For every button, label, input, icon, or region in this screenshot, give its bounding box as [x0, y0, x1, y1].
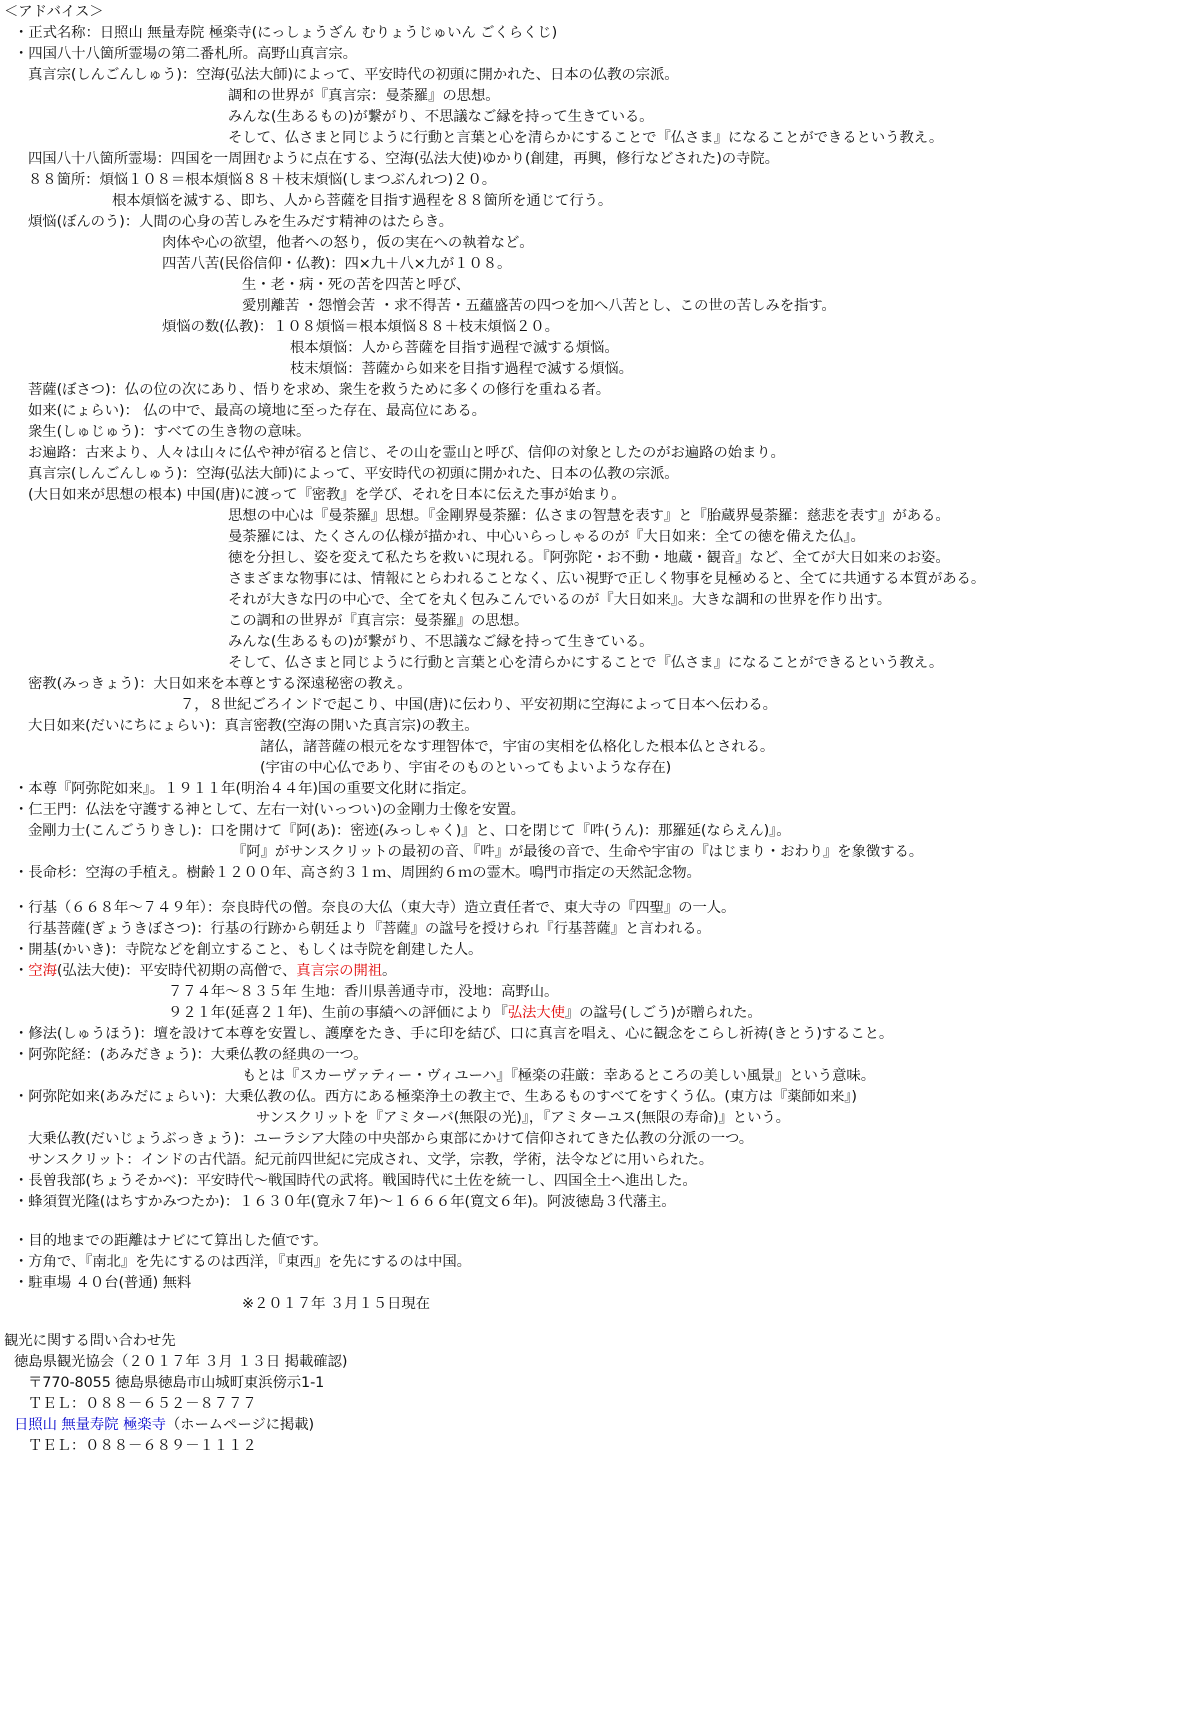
text-line [228, 631, 653, 653]
text-line [14, 43, 357, 65]
text-line [112, 190, 612, 212]
text-line [14, 22, 557, 44]
line-text: ７７４年～８３５年 生地：香川県善通寺市，没地：高野山。 [168, 984, 559, 1000]
line-text: 徳島県観光協会（２０１７年 ３月 １３日 掲載確認) [14, 1354, 348, 1370]
line-text: そして、仏さまと同じように行動と言葉と心を清らかにすることで『仏さま』になることができるという教え。 [228, 655, 944, 671]
line-text: 思想の中心は『曼荼羅』思想。『金剛界曼荼羅：仏さまの智慧を表す』と『胎蔵界曼荼羅：慈悲を表す』がある。 [228, 508, 950, 524]
line-text: ・四国八十八箇所霊場の第二番札所。高野山真言宗。 [14, 46, 357, 62]
text-line [180, 694, 777, 716]
text-line [28, 820, 790, 842]
text-line [28, 1372, 324, 1394]
line-text: お遍路：古来より、人々は山々に仏や神が宿ると信じ、その山を霊山と呼び、信仰の対象としたのがお遍路の始まり。 [28, 445, 785, 461]
text-line [162, 253, 511, 275]
line-text: ・修法(しゅうほう)：壇を設けて本尊を安置し、護摩をたき、手に印を結び、口に真言を唱え、心に観念をこらし祈祷(きとう)すること。 [14, 1026, 894, 1042]
text-line [242, 295, 836, 317]
advice-heading: ＜アドバイス＞ [4, 4, 104, 20]
line-text: 徳を分担し、姿を変えて私たちを救いに現れる。『阿弥陀・お不動・地蔵・観音』など、全てが大日如来のお姿。 [228, 550, 950, 566]
temple-name-text: 日照山 無量寿院 極楽寺 [14, 1417, 166, 1433]
text-line [228, 568, 985, 590]
text-line [28, 379, 610, 401]
text-line [228, 547, 950, 569]
line-text: 行基菩薩(ぎょうきぼさつ)：行基の行跡から朝廷より『菩薩』の諡号を授けられ『行基菩薩』と言われる。 [28, 921, 711, 937]
line-text: ＴＥＬ：０８８－６５２－８７７７ [28, 1396, 257, 1412]
line-text: 生・老・病・死の苦を四苦と呼び、 [242, 277, 471, 293]
text-line [14, 1272, 191, 1294]
text-line [14, 1251, 471, 1273]
line-text: 煩悩の数(仏教)：１０８煩悩＝根本煩悩８８＋枝末煩悩２０。 [162, 319, 559, 335]
line-text: みんな(生あるもの)が繋がり、不思議なご縁を持って生きている。 [228, 109, 654, 125]
text-line [28, 64, 679, 86]
line-text: 愛別離苦 ・怨憎会苦 ・求不得苦・五蘊盛苦の四つを加へ八苦とし、この世の苦しみを指す。 [242, 298, 836, 314]
line-text: ＴＥＬ：０８８－６８９－１１１２ [28, 1438, 257, 1454]
text-line [28, 1128, 753, 1150]
text-line [28, 400, 486, 422]
text-line [28, 715, 479, 737]
line-text: 菩薩(ぼさつ)：仏の位の次にあり、悟りを求め、衆生を救うために多くの修行を重ねる者。 [28, 382, 611, 398]
line-text: ・行基（６６８年～７４９年）：奈良時代の僧。奈良の大仏（東大寺）造立責任者で、東大寺の『四聖』の一人。 [14, 900, 736, 916]
line-text: ・長曽我部(ちょうそかべ)：平安時代～戦国時代の武将。戦国時代に土佐を統一し、四国全土へ進出した。 [14, 1173, 697, 1189]
text-line [14, 960, 396, 982]
text-line [260, 757, 671, 779]
line-text: この調和の世界が『真言宗：曼荼羅』の思想。 [228, 613, 529, 629]
text-line [28, 1393, 257, 1415]
line-text: それが大きな円の中心で、全てを丸く包みこんでいるのが『大日如来』。大きな調和の世界を作り出す。 [228, 592, 892, 608]
line-text: ・長命杉：空海の手植え。樹齢１２００年、高さ約３１ｍ、周囲約６ｍの霊木。鳴門市指定の天然記念物。 [14, 865, 701, 881]
line-text: 四苦八苦(民俗信仰・仏教)：四×九＋八×九が１０８。 [162, 256, 512, 272]
text-line [168, 1002, 762, 1024]
line-text: ・正式名称：日照山 無量寿院 極楽寺(にっしょうざん むりょうじゅいん ごくらくじ) [14, 25, 558, 41]
line-text: 枝末煩悩：菩薩から如来を目指す過程で滅する煩悩。 [290, 361, 633, 377]
text-line [14, 1230, 327, 1252]
line-text: サンスクリットを『アミターバ(無限の光)』，『アミターユス(無限の寿命)』という。 [256, 1110, 790, 1126]
text-line [260, 736, 774, 758]
line-text: もとは『スカーヴァティー・ヴィユーハ』『極楽の荘厳：幸あるところの美しい風景』という意味。 [242, 1068, 876, 1084]
line-text: ・目的地までの距離はナビにて算出した値です。 [14, 1233, 328, 1249]
text-line [28, 463, 679, 485]
line-text: 煩悩(ぼんのう)：人間の心身の苦しみを生みだす精神のはたらき。 [28, 214, 453, 230]
text-line [228, 526, 865, 548]
line-text: ９２１年(延喜２１年)、生前の事績への評価により『 [168, 1005, 508, 1021]
text-line [28, 148, 779, 170]
line-text: ８８箇所：煩悩１０８＝根本煩悩８８＋枝末煩悩(しまつぶんれつ)２０。 [28, 172, 497, 188]
text-line [28, 211, 453, 233]
text-line [28, 169, 496, 191]
text-line [14, 778, 475, 800]
text-line [28, 1149, 713, 1171]
text-line [14, 1414, 314, 1436]
line-text: 大日如来(だいにちにょらい)：真言密教(空海の開いた真言宗)の教主。 [28, 718, 479, 734]
line-text: （ホームページに掲載) [165, 1417, 314, 1433]
text-line [162, 316, 559, 338]
line-text: 根本煩悩を滅する、即ち、人から菩薩を目指す過程を８８箇所を通じて行う。 [112, 193, 613, 209]
line-text: 諸仏，諸菩薩の根元をなす理智体で，宇宙の実相を仏格化した根本仏とされる。 [260, 739, 775, 755]
highlight-text: 弘法大使 [507, 1005, 565, 1021]
line-text: 根本煩悩：人から菩薩を目指す過程で滅する煩悩。 [290, 340, 619, 356]
line-text: 密教(みっきょう)：大日如来を本尊とする深遠秘密の教え。 [28, 676, 412, 692]
line-text: 金剛力士(こんごうりきし)：口を開けて『阿(あ)：密迹(みっしゃく)』と、口を閉じて『吽(うん)：那羅延(ならえん)』。 [28, 823, 791, 839]
text-line [28, 918, 711, 940]
text-line [4, 1330, 176, 1352]
text-line [14, 799, 525, 821]
text-line [14, 1086, 857, 1108]
text-line [14, 862, 701, 884]
line-text: ※２０１７年 ３月１５日現在 [242, 1296, 430, 1312]
text-line [228, 505, 950, 527]
line-text: ・ [14, 963, 29, 979]
text-line [242, 1293, 430, 1315]
line-text: 四国八十八箇所霊場：四国を一周囲むように点在する、空海(弘法大使)ゆかり(創建，再興，修行などされた)の寺院。 [28, 151, 779, 167]
line-text: サンスクリット：インドの古代語。紀元前四世紀に完成され、文学，宗教，学術，法令などに用いられた。 [28, 1152, 714, 1168]
text-line [14, 897, 735, 919]
text-line [28, 1435, 257, 1457]
text-line [28, 484, 626, 506]
line-text: (大日如来が思想の根本) 中国(唐)に渡って『密教』を学び、それを日本に伝えた事が始まり。 [28, 487, 626, 503]
line-text: 『阿』がサンスクリットの最初の音、『吽』が最後の音で、生命や宇宙の『はじまり・おわり』を象徴する。 [232, 844, 924, 860]
line-text: 肉体や心の欲望，他者への怒り，仮の実在への執着など。 [162, 235, 534, 251]
text-line [162, 232, 534, 254]
highlight-text: 空海 [28, 963, 57, 979]
line-text: 調和の世界が『真言宗：曼荼羅』の思想。 [228, 88, 500, 104]
line-text: 衆生(しゅじゅう)：すべての生き物の意味。 [28, 424, 311, 440]
line-text: そして、仏さまと同じように行動と言葉と心を清らかにすることで『仏さま』になることができるという教え。 [228, 130, 944, 146]
line-text: ・蜂須賀光隆(はちすかみつたか)：１６３０年(寛永７年)～１６６６年(寛文６年)。阿波徳島３代藩主。 [14, 1194, 676, 1210]
line-text: 。 [382, 963, 397, 979]
text-line [168, 981, 558, 1003]
line-text: 如来(にょらい)： 仏の中で、最高の境地に至った存在、最高位にある。 [28, 403, 486, 419]
text-line [14, 1191, 676, 1213]
line-text: 大乗仏教(だいじょうぶっきょう)：ユーラシア大陸の中央部から東部にかけて信仰されてきた仏教の分派の一つ。 [28, 1131, 753, 1147]
line-text: さまざまな物事には、情報にとらわれることなく、広い視野で正しく物事を見極めると、全てに共通する本質がある。 [228, 571, 986, 587]
text-line [256, 1107, 790, 1129]
text-line [242, 274, 470, 296]
text-line [28, 421, 310, 443]
line-text: (弘法大使)：平安時代初期の高僧で、 [56, 963, 297, 979]
line-text: ・仁王門：仏法を守護する神として、左右一対(いっつい)の金剛力士像を安置。 [14, 802, 525, 818]
text-line [14, 939, 482, 961]
text-line [232, 841, 923, 863]
text-line [228, 127, 943, 149]
line-text: (宇宙の中心仏であり、宇宙そのものといってもよいような存在) [260, 760, 672, 776]
line-text: みんな(生あるもの)が繋がり、不思議なご縁を持って生きている。 [228, 634, 654, 650]
text-line [228, 652, 943, 674]
text-line [28, 673, 411, 695]
text-line [228, 610, 528, 632]
text-line [14, 1023, 893, 1045]
line-text: 〒770-8055 徳島県徳島市山城町東浜傍示1-1 [28, 1375, 325, 1391]
text-line [290, 358, 633, 380]
line-text: ・方角で、『南北』を先にするのは西洋，『東西』を先にするのは中国。 [14, 1254, 471, 1270]
line-text: 真言宗(しんごんしゅう)：空海(弘法大師)によって、平安時代の初頭に開かれた、日本の仏教の宗派。 [28, 466, 679, 482]
line-text: ・阿弥陀経：(あみだきょう)：大乗仏教の経典の一つ。 [14, 1047, 368, 1063]
line-text: ・開基(かいき)：寺院などを創立すること、もしくは寺院を創建した人。 [14, 942, 483, 958]
text-line [14, 1170, 697, 1192]
text-line [290, 337, 619, 359]
highlight-text: 真言宗の開祖 [296, 963, 383, 979]
text-line [228, 589, 891, 611]
line-text: ・駐車場 ４０台(普通) 無料 [14, 1275, 192, 1291]
text-line [228, 85, 500, 107]
line-text: ・本尊『阿弥陀如来』。１９１１年(明治４４年)国の重要文化財に指定。 [14, 781, 476, 797]
text-line [228, 106, 653, 128]
line-text: ７，８世紀ごろインドで起こり、中国(唐)に伝わり、平安初期に空海によって日本へ伝わる。 [180, 697, 777, 713]
line-text: ・阿弥陀如来(あみだにょらい)：大乗仏教の仏。西方にある極楽浄土の教主で、生あるものすべてをすくう仏。(東方は『薬師如来』) [14, 1089, 857, 1105]
text-line [14, 1351, 347, 1373]
line-text: 真言宗(しんごんしゅう)：空海(弘法大師)によって、平安時代の初頭に開かれた、日本の仏教の宗派。 [28, 67, 679, 83]
text-line [28, 442, 785, 464]
line-text: 観光に関する問い合わせ先 [4, 1333, 176, 1349]
text-line [242, 1065, 875, 1087]
line-text: 曼荼羅には、たくさんの仏様が描かれ、中心いらっしゃるのが『大日如来：全ての徳を備えた仏』。 [228, 529, 865, 545]
text-line [14, 1044, 367, 1066]
line-text: 』の諡号(しごう)が贈られた。 [564, 1005, 762, 1021]
